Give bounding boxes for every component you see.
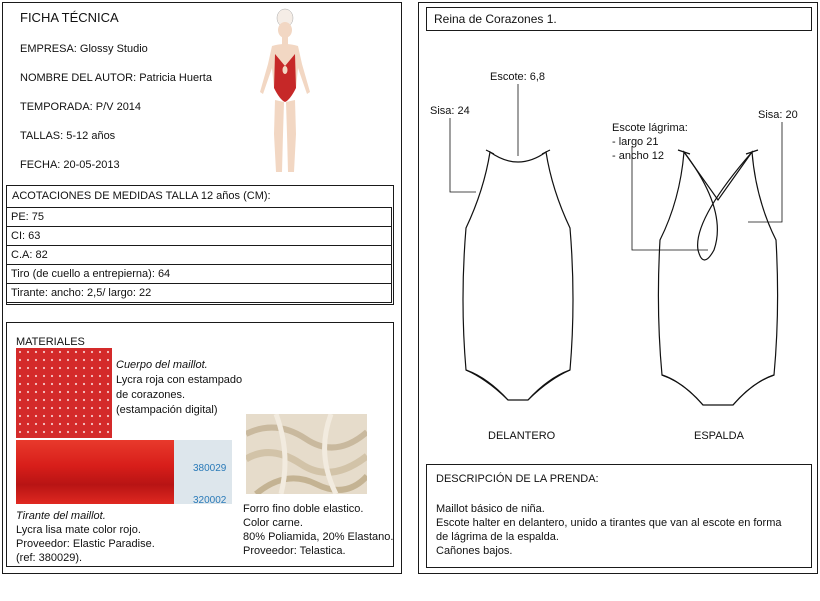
- measure-row: Tirante: ancho: 2,5/ largo: 22: [6, 283, 392, 303]
- empresa-line: EMPRESA: Glossy Studio: [20, 43, 148, 55]
- measure-row: Tiro (de cuello a entrepierna): 64: [6, 264, 392, 284]
- measure-row: PE: 75: [6, 207, 392, 227]
- description-line: Escote halter en delantero, unido a tirantes que van al escote en forma: [436, 517, 782, 529]
- tallas-line: TALLAS: 5-12 años: [20, 130, 116, 142]
- sheet-title: FICHA TÉCNICA: [20, 10, 119, 25]
- annotation-lagrima: - largo 21: [612, 136, 659, 148]
- annotation-sisa-right: Sisa: 20: [758, 109, 798, 121]
- materials-header: MATERIALES: [16, 336, 85, 348]
- material2-line: Lycra lisa mate color rojo.: [16, 524, 141, 536]
- material1-line: (estampación digital): [116, 404, 218, 416]
- material3-line: Proveedor: Telastica.: [243, 545, 346, 557]
- annotation-escote: Escote: 6,8: [490, 71, 546, 83]
- back-label: ESPALDA: [694, 430, 744, 442]
- description-line: Cañones bajos.: [436, 545, 513, 557]
- annotation-sisa-left: Sisa: 24: [430, 105, 470, 117]
- red-lycra-swatch: [16, 440, 174, 504]
- material2-title: Tirante del maillot.: [16, 510, 106, 522]
- annotation-lagrima: Escote lágrima:: [612, 122, 688, 134]
- fecha-line: FECHA: 20-05-2013: [20, 159, 120, 171]
- annotation-lagrima: - ancho 12: [612, 150, 664, 162]
- description-line: Maillot básico de niña.: [436, 503, 545, 515]
- heart-print-fabric-swatch: [16, 348, 112, 438]
- material3-line: Forro fino doble elastico.: [243, 503, 364, 515]
- autor-line: NOMBRE DEL AUTOR: Patricia Huerta: [20, 72, 212, 84]
- material2-line: Proveedor: Elastic Paradise.: [16, 538, 155, 550]
- tag-ref-top: 380029: [193, 463, 227, 474]
- material1-title: Cuerpo del maillot.: [116, 359, 208, 371]
- front-label: DELANTERO: [488, 430, 556, 442]
- measure-row: C.A: 82: [6, 245, 392, 265]
- material1-line: Lycra roja con estampado: [116, 374, 243, 386]
- material3-line: Color carne.: [243, 517, 303, 529]
- material1-line: de corazones.: [116, 389, 186, 401]
- material3-line: 80% Poliamida, 20% Elastano.: [243, 531, 394, 543]
- measures-header: ACOTACIONES DE MEDIDAS TALLA 12 años (CM):: [12, 190, 271, 202]
- temporada-line: TEMPORADA: P/V 2014: [20, 101, 142, 113]
- description-line: de lágrima de la espalda.: [436, 531, 559, 543]
- measure-row: CI: 63: [6, 226, 392, 246]
- design-name: Reina de Corazones 1.: [434, 12, 557, 26]
- material2-line: (ref: 380029).: [16, 552, 83, 564]
- tag-ref-bottom: 320002: [193, 495, 227, 506]
- description-header: DESCRIPCIÓN DE LA PRENDA:: [436, 473, 599, 485]
- lining-fabric-photo: [246, 414, 367, 494]
- model-illustration: [250, 4, 320, 182]
